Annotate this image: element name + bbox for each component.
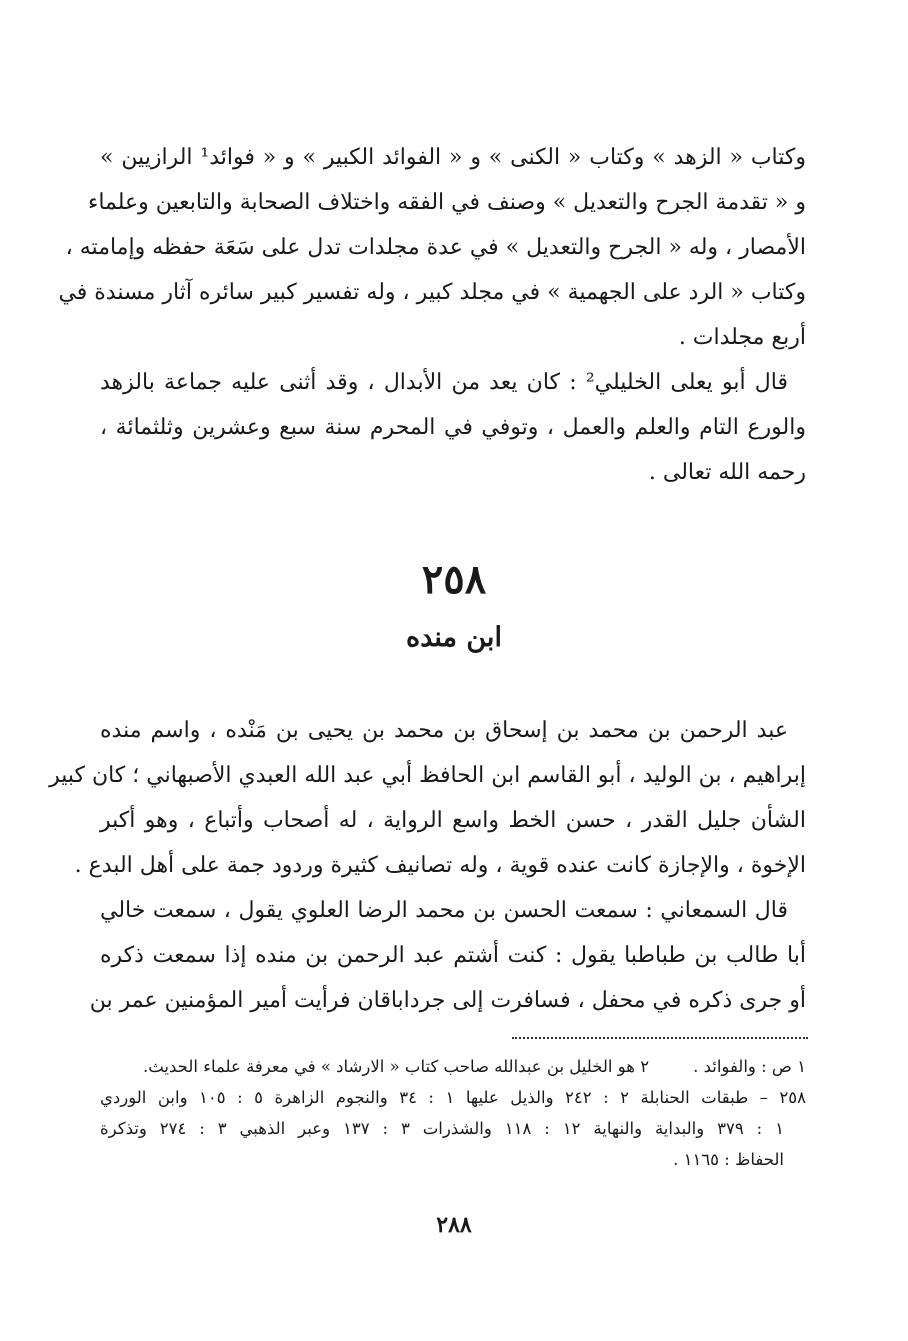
footnote-2: ٢ هو الخليل بن عبدالله صاحب كتاب « الارشاد » في معرفة علماء الحديث. bbox=[142, 1057, 650, 1076]
text-line: والورع التام والعلم والعمل ، وتوفي في المحرم سنة سبع وعشرين وثلثمائة ، bbox=[100, 415, 806, 440]
footnote-sources-line: ٢٥٨ – طبقات الحنابلة ٢ : ٢٤٢ والذيل عليها ١ : ٣٤ والنجوم الزاهرة ٥ : ١٠٥ وابن الوردي bbox=[100, 1088, 807, 1107]
text-line: عبد الرحمن بن محمد بن إسحاق بن محمد بن يحيى بن مَنْده ، واسم منده bbox=[100, 718, 788, 743]
text-line: رحمه الله تعالى . bbox=[648, 460, 806, 485]
footnote-sources-line: ١ : ٣٧٩ والبداية والنهاية ١٢ : ١١٨ والشذرات ٣ : ١٣٧ وعبر الذهبي ٣ : ٢٧٤ وتذكرة bbox=[100, 1119, 784, 1138]
text-line: الأمصار ، وله « الجرح والتعديل » في عدة مجلدات تدل على سَعَة حفظه وإمامته ، bbox=[65, 235, 806, 260]
text-line: الشأن جليل القدر ، حسن الخط واسع الرواية ، له أصحاب وأتباع ، وهو أكبر bbox=[100, 808, 806, 833]
text-line: وكتاب « الزهد » وكتاب « الكنى » و « الفوائد الكبير » و « فوائد¹ الرازيين » bbox=[100, 145, 806, 170]
text-line: قال السمعاني : سمعت الحسن بن محمد الرضا العلوي يقول ، سمعت خالي bbox=[100, 898, 788, 923]
footnote-sources-line: الحفاظ : ١١٦٥ . bbox=[673, 1150, 784, 1169]
text-line: إبراهيم ، بن الوليد ، أبو القاسم ابن الحافظ أبي عبد الله العبدي الأصبهاني ؛ كان كبير bbox=[49, 763, 806, 788]
text-line: الإخوة ، والإجازة كانت عنده قوية ، وله تصانيف كثيرة وردود جمة على أهل البدع . bbox=[74, 853, 806, 878]
entry-title: ابن منده bbox=[406, 622, 502, 653]
footnote-separator bbox=[512, 1037, 808, 1039]
text-line: قال أبو يعلى الخليلي² : كان يعد من الأبدال ، وقد أثنى عليه جماعة بالزهد bbox=[100, 370, 788, 395]
bio-text-block bbox=[49, 708, 806, 1023]
footnote-row bbox=[100, 1051, 806, 1082]
text-line: أبا طالب بن طباطبا يقول : كنت أشتم عبد الرحمن بن منده إذا سمعت ذكره bbox=[100, 943, 806, 968]
entry-number: ٢٥٨ bbox=[421, 556, 487, 603]
footnotes bbox=[100, 1051, 806, 1175]
footnote-1: ١ ص : والفوائد . bbox=[693, 1057, 806, 1076]
text-line: أو جرى ذكره في محفل ، فسافرت إلى جرداباقان فرأيت أمير المؤمنين عمر بن bbox=[89, 988, 806, 1013]
page-number: ٢٨٨ bbox=[436, 1212, 472, 1238]
text-line: و « تقدمة الجرح والتعديل » وصنف في الفقه واختلاف الصحابة والتابعين وعلماء bbox=[88, 190, 806, 215]
text-line: أربع مجلدات . bbox=[678, 325, 806, 350]
top-text-block bbox=[58, 135, 806, 495]
text-line: وكتاب « الرد على الجهمية » في مجلد كبير ، وله تفسير كبير سائره آثار مسندة في bbox=[58, 280, 806, 305]
